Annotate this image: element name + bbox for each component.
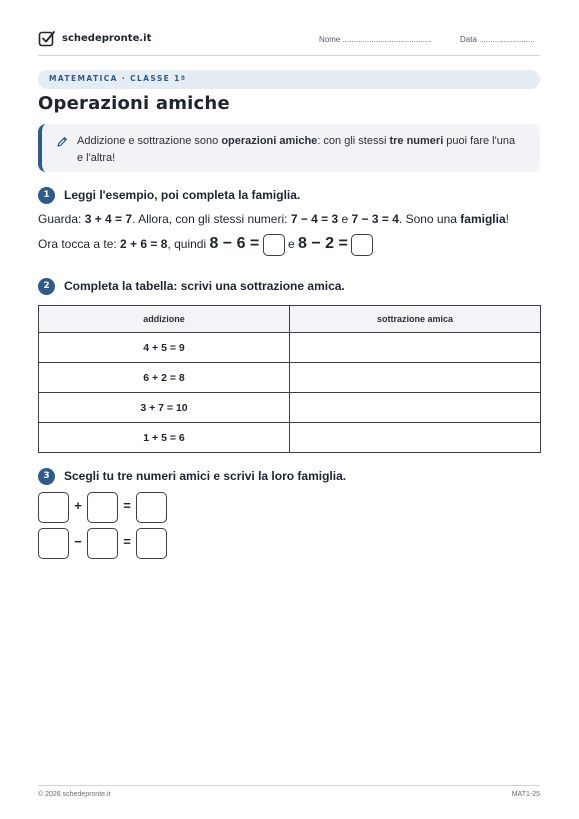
ex-text-i: ! xyxy=(505,212,509,226)
name-dots: ........................................ xyxy=(342,35,432,44)
ex-text-c: . Allora, con gli stessi numeri: xyxy=(132,212,291,226)
page-header xyxy=(38,30,540,56)
exercise-line xyxy=(38,234,373,256)
sheet-code: MAT1-25 xyxy=(511,791,540,798)
answer-cell[interactable] xyxy=(290,333,541,363)
info-text-2: : con gli stessi xyxy=(317,135,390,147)
ex-text-e: e xyxy=(338,212,352,226)
subject-band xyxy=(38,70,540,89)
answer-cell[interactable] xyxy=(290,423,541,453)
info-box xyxy=(38,124,540,172)
task-bold-b: 2 + 6 = 8 xyxy=(120,237,168,252)
ex-text-g: . Sono una xyxy=(398,212,461,226)
col-header-addition: addizione xyxy=(39,306,290,333)
brand-name: schedepronte.it xyxy=(62,33,152,44)
addition-cell: 1 + 5 = 6 xyxy=(39,423,290,453)
task-text-c: , quindi xyxy=(167,237,210,252)
date-dots: ......................... xyxy=(479,35,535,44)
equation-1: 8 − 6 = xyxy=(209,235,260,253)
ex-text-a: Guarda: xyxy=(38,212,85,226)
table-row xyxy=(39,333,541,363)
answer-cell[interactable] xyxy=(290,393,541,423)
page-title: Operazioni amiche xyxy=(38,93,230,114)
operations-table xyxy=(38,305,541,453)
date-field[interactable] xyxy=(460,35,535,44)
conjunction: e xyxy=(287,237,295,252)
section-1-number: 1 xyxy=(38,187,55,204)
answer-box-2[interactable] xyxy=(351,234,373,256)
info-text-1: Addizione e sottrazione sono xyxy=(77,135,222,147)
info-text-3: puoi fare l'una e l'altra! xyxy=(77,135,516,164)
section-1-title: Leggi l'esempio, poi completa la famiglia. xyxy=(64,188,301,202)
number-box[interactable] xyxy=(38,528,69,559)
answer-box-1[interactable] xyxy=(263,234,285,256)
subject-label: MATEMATICA · CLASSE 1ª xyxy=(49,74,187,83)
result-box[interactable] xyxy=(136,492,167,523)
equation-2: 8 − 2 = xyxy=(298,235,348,253)
section-2-number: 2 xyxy=(38,278,55,295)
addition-cell: 6 + 2 = 8 xyxy=(39,363,290,393)
number-box[interactable] xyxy=(38,492,69,523)
example-line xyxy=(38,212,509,226)
plus-sign: + xyxy=(74,498,82,513)
table-row xyxy=(39,393,541,423)
copyright-text: © 2026 schedepronte.it xyxy=(38,791,111,798)
answer-cell[interactable] xyxy=(290,363,541,393)
page-footer xyxy=(38,785,540,798)
addition-cell: 4 + 5 = 9 xyxy=(39,333,290,363)
number-box[interactable] xyxy=(87,528,118,559)
equals-sign: = xyxy=(123,534,131,549)
ex-bold-h: famiglia xyxy=(460,212,506,226)
name-field[interactable] xyxy=(319,35,431,44)
info-text xyxy=(77,133,517,167)
section-3-title: Scegli tu tre numeri amici e scrivi la loro famiglia. xyxy=(64,469,347,483)
date-label: Data xyxy=(460,35,477,44)
name-label: Nome xyxy=(319,35,341,44)
minus-sign: − xyxy=(74,534,82,549)
section-3-number: 3 xyxy=(38,468,55,485)
pencil-icon xyxy=(56,136,68,148)
task-text-a: Ora tocca a te: xyxy=(38,237,121,252)
result-box[interactable] xyxy=(136,528,167,559)
info-bold-1: operazioni amiche xyxy=(221,135,318,147)
table-row xyxy=(39,363,541,393)
ex-bold-f: 7 − 3 = 4 xyxy=(351,212,399,226)
ex-bold-d: 7 − 4 = 3 xyxy=(290,212,339,226)
table-row xyxy=(39,423,541,453)
ex-bold-b: 3 + 4 = 7 xyxy=(84,212,133,226)
info-bold-2: tre numeri xyxy=(389,135,444,147)
number-box[interactable] xyxy=(87,492,118,523)
addition-cell: 3 + 7 = 10 xyxy=(39,393,290,423)
table-header-row xyxy=(39,306,541,333)
section-2-title: Completa la tabella: scrivi una sottrazione amica. xyxy=(64,279,345,293)
equals-sign: = xyxy=(123,498,131,513)
col-header-subtraction: sottrazione amica xyxy=(290,306,541,333)
checkbox-logo-icon xyxy=(38,30,56,48)
